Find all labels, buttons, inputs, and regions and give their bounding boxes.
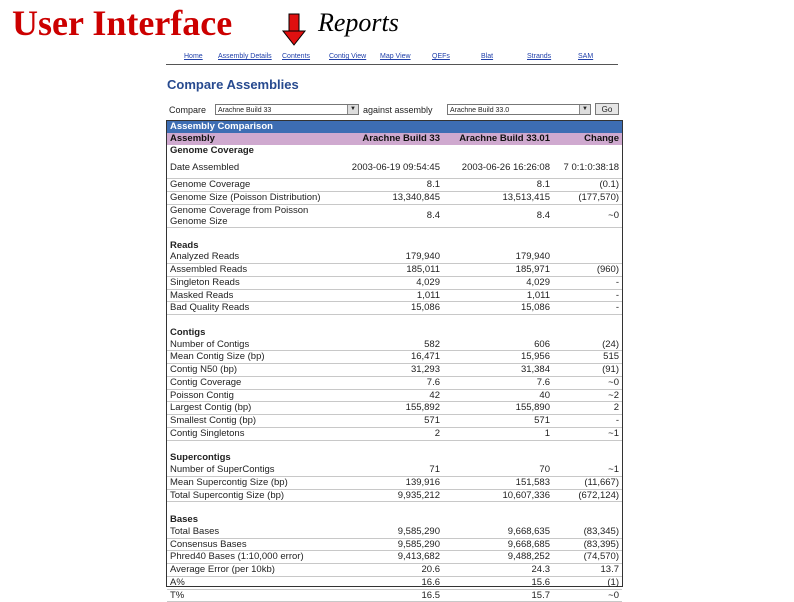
table-row xyxy=(167,192,622,205)
section-row xyxy=(167,452,622,464)
row-label: Phred40 Bases (1:10,000 error) xyxy=(167,551,343,564)
value-build-33: 7.6 xyxy=(343,376,443,389)
value-change: (1) xyxy=(553,576,622,589)
chevron-down-icon: ▼ xyxy=(347,105,358,114)
value-change: (74,570) xyxy=(553,551,622,564)
spacer-cell xyxy=(167,315,622,327)
arrow-down-icon xyxy=(282,14,306,46)
value-build-33-01: 606 xyxy=(443,339,553,351)
value-change: (672,124) xyxy=(553,489,622,502)
value-change: - xyxy=(553,302,622,315)
against-label: against assembly xyxy=(363,105,433,115)
section-title: Reads xyxy=(170,239,199,251)
table-row xyxy=(167,156,622,179)
value-build-33: 1,011 xyxy=(343,289,443,302)
table-row xyxy=(167,364,622,377)
chevron-down-icon: ▼ xyxy=(579,105,590,114)
go-button[interactable]: Go xyxy=(595,103,619,115)
spacer-row xyxy=(167,440,622,452)
table-row xyxy=(167,476,622,489)
value-build-33-01: 7.6 xyxy=(443,376,553,389)
value-change: (960) xyxy=(553,264,622,277)
right-assembly-value: Arachne Build 33.0 xyxy=(450,107,510,114)
value-change: 7 0:1:0:38:18 xyxy=(553,156,622,179)
value-build-33: 179,940 xyxy=(343,251,443,263)
nav-link-qefs[interactable]: QEFs xyxy=(432,53,450,60)
value-build-33: 15,086 xyxy=(343,302,443,315)
section-row xyxy=(167,240,622,252)
value-build-33: 16,471 xyxy=(343,351,443,364)
value-build-33: 9,585,290 xyxy=(343,538,443,551)
nav-link-map-view[interactable]: Map View xyxy=(380,53,411,60)
value-build-33-01: 10,607,336 xyxy=(443,489,553,502)
row-label: Genome Coverage from Poisson Genome Size xyxy=(167,204,343,227)
value-build-33-01: 15,086 xyxy=(443,302,553,315)
nav-bar xyxy=(176,53,616,63)
row-label: A% xyxy=(167,576,343,589)
table-row xyxy=(167,179,622,192)
value-build-33: 71 xyxy=(343,464,443,476)
spacer-row xyxy=(167,315,622,327)
value-change: ~0 xyxy=(553,376,622,389)
value-change: (83,395) xyxy=(553,538,622,551)
value-change: ~0 xyxy=(553,589,622,602)
value-build-33: 9,935,212 xyxy=(343,489,443,502)
value-build-33-01: 9,488,252 xyxy=(443,551,553,564)
value-build-33-01: 179,940 xyxy=(443,251,553,263)
spacer-cell xyxy=(167,502,622,514)
value-build-33: 9,413,682 xyxy=(343,551,443,564)
table-row xyxy=(167,576,622,589)
row-label: Analyzed Reads xyxy=(167,251,343,263)
comparison-table xyxy=(167,121,622,602)
value-change: ~1 xyxy=(553,464,622,476)
value-build-33: 185,011 xyxy=(343,264,443,277)
row-label: Mean Contig Size (bp) xyxy=(167,351,343,364)
table-caption-row xyxy=(167,121,622,133)
nav-link-assembly-details[interactable]: Assembly Details xyxy=(218,53,272,60)
row-label: Contig N50 (bp) xyxy=(167,364,343,377)
value-build-33-01: 15.7 xyxy=(443,589,553,602)
table-row xyxy=(167,415,622,428)
value-build-33: 16.6 xyxy=(343,576,443,589)
value-build-33-01: 151,583 xyxy=(443,476,553,489)
row-label: Mean Supercontig Size (bp) xyxy=(167,476,343,489)
value-build-33-01: 8.4 xyxy=(443,204,553,227)
nav-link-home[interactable]: Home xyxy=(184,53,203,60)
table-header-row xyxy=(167,133,622,145)
nav-divider xyxy=(166,64,618,65)
value-build-33: 31,293 xyxy=(343,364,443,377)
value-build-33: 8.4 xyxy=(343,204,443,227)
table-row xyxy=(167,489,622,502)
row-label: Contig Coverage xyxy=(167,376,343,389)
value-change: 515 xyxy=(553,351,622,364)
right-assembly-select[interactable] xyxy=(447,104,591,115)
value-change: (0.1) xyxy=(553,179,622,192)
value-change: (177,570) xyxy=(553,192,622,205)
table-row xyxy=(167,389,622,402)
value-build-33-01: 571 xyxy=(443,415,553,428)
value-build-33-01: 155,890 xyxy=(443,402,553,415)
row-label: Poisson Contig xyxy=(167,389,343,402)
value-change: - xyxy=(553,289,622,302)
page-title: Compare Assemblies xyxy=(167,77,299,92)
value-build-33: 582 xyxy=(343,339,443,351)
row-label: Genome Coverage xyxy=(167,179,343,192)
section-row xyxy=(167,327,622,339)
row-label: Smallest Contig (bp) xyxy=(167,415,343,428)
table-row xyxy=(167,204,622,227)
value-build-33-01: 24.3 xyxy=(443,564,553,577)
table-caption: Assembly Comparison xyxy=(167,121,622,133)
row-label: Total Supercontig Size (bp) xyxy=(167,489,343,502)
section-title: Bases xyxy=(170,514,198,525)
slide-title: User Interface xyxy=(12,3,233,43)
row-label: Number of Contigs xyxy=(167,339,343,351)
value-build-33: 4,029 xyxy=(343,276,443,289)
table-row xyxy=(167,538,622,551)
value-change: - xyxy=(553,415,622,428)
table-row xyxy=(167,351,622,364)
nav-link-contents[interactable]: Contents xyxy=(282,53,311,60)
value-change: (91) xyxy=(553,364,622,377)
value-build-33: 8.1 xyxy=(343,179,443,192)
value-change: (83,345) xyxy=(553,526,622,538)
table-row xyxy=(167,551,622,564)
value-build-33-01: 40 xyxy=(443,389,553,402)
value-build-33: 9,585,290 xyxy=(343,526,443,538)
table-row xyxy=(167,589,622,602)
value-build-33: 2003-06-19 09:54:45 xyxy=(343,156,443,179)
row-label: Bad Quality Reads xyxy=(167,302,343,315)
left-assembly-select[interactable] xyxy=(215,104,359,115)
section-title: Genome Coverage xyxy=(170,144,254,156)
value-build-33-01: 9,668,685 xyxy=(443,538,553,551)
row-label: Number of SuperContigs xyxy=(167,464,343,476)
value-build-33-01: 1 xyxy=(443,427,553,440)
table-row xyxy=(167,564,622,577)
spacer-cell xyxy=(167,440,622,452)
row-label: Genome Size (Poisson Distribution) xyxy=(167,192,343,205)
row-label: Masked Reads xyxy=(167,289,343,302)
value-build-33-01: 31,384 xyxy=(443,364,553,377)
value-change: 13.7 xyxy=(553,564,622,577)
compare-label: Compare xyxy=(169,105,207,115)
value-build-33: 139,916 xyxy=(343,476,443,489)
header-change: Change xyxy=(553,133,622,145)
section-title: Supercontigs xyxy=(170,452,231,464)
value-build-33: 20.6 xyxy=(343,564,443,577)
table-row xyxy=(167,427,622,440)
nav-link-contig-view[interactable]: Contig View xyxy=(329,53,367,60)
value-change: - xyxy=(553,276,622,289)
section-title: Contigs xyxy=(170,326,206,338)
row-label: Average Error (per 10kb) xyxy=(167,564,343,577)
spacer-row xyxy=(167,227,622,239)
value-build-33: 16.5 xyxy=(343,589,443,602)
row-label: Singleton Reads xyxy=(167,276,343,289)
row-label: Date Assembled xyxy=(167,156,343,179)
value-build-33: 155,892 xyxy=(343,402,443,415)
header-build-33-01: Arachne Build 33.01 xyxy=(443,133,553,145)
value-build-33: 42 xyxy=(343,389,443,402)
value-build-33-01: 2003-06-26 16:26:08 xyxy=(443,156,553,179)
value-build-33-01: 8.1 xyxy=(443,179,553,192)
section-row xyxy=(167,145,622,157)
table-row xyxy=(167,376,622,389)
table-row xyxy=(167,339,622,351)
table-row xyxy=(167,264,622,277)
row-label: Contig Singletons xyxy=(167,427,343,440)
table-row xyxy=(167,464,622,476)
left-assembly-value: Arachne Build 33 xyxy=(218,107,272,114)
nav-link-sam[interactable]: SAM xyxy=(578,53,594,60)
row-label: Assembled Reads xyxy=(167,264,343,277)
value-build-33-01: 15.6 xyxy=(443,576,553,589)
value-build-33-01: 13,513,415 xyxy=(443,192,553,205)
value-build-33-01: 70 xyxy=(443,464,553,476)
table-row xyxy=(167,302,622,315)
spacer-row xyxy=(167,502,622,514)
value-build-33-01: 1,011 xyxy=(443,289,553,302)
value-build-33-01: 4,029 xyxy=(443,276,553,289)
header-assembly: Assembly xyxy=(167,133,343,145)
spacer-cell xyxy=(167,227,622,239)
value-change: (11,667) xyxy=(553,476,622,489)
value-build-33-01: 9,668,635 xyxy=(443,526,553,538)
table-row xyxy=(167,402,622,415)
header-build-33: Arachne Build 33 xyxy=(343,133,443,145)
table-row xyxy=(167,289,622,302)
row-label: Largest Contig (bp) xyxy=(167,402,343,415)
section-row xyxy=(167,514,622,526)
value-change: (24) xyxy=(553,339,622,351)
nav-link-strands[interactable]: Strands xyxy=(527,53,552,60)
table-row xyxy=(167,276,622,289)
value-build-33: 571 xyxy=(343,415,443,428)
value-build-33: 13,340,845 xyxy=(343,192,443,205)
value-change: ~1 xyxy=(553,427,622,440)
row-label: T% xyxy=(167,589,343,602)
row-label: Total Bases xyxy=(167,526,343,538)
value-change: ~2 xyxy=(553,389,622,402)
comparison-table-container xyxy=(166,120,623,601)
table-row xyxy=(167,526,622,538)
table-row xyxy=(167,251,622,263)
value-build-33-01: 185,971 xyxy=(443,264,553,277)
value-build-33: 2 xyxy=(343,427,443,440)
value-change: 2 xyxy=(553,402,622,415)
row-label: Consensus Bases xyxy=(167,538,343,551)
value-change xyxy=(553,251,622,263)
value-change: ~0 xyxy=(553,204,622,227)
value-build-33-01: 15,956 xyxy=(443,351,553,364)
nav-link-blat[interactable]: Blat xyxy=(481,53,494,60)
reports-label: Reports xyxy=(318,8,399,37)
